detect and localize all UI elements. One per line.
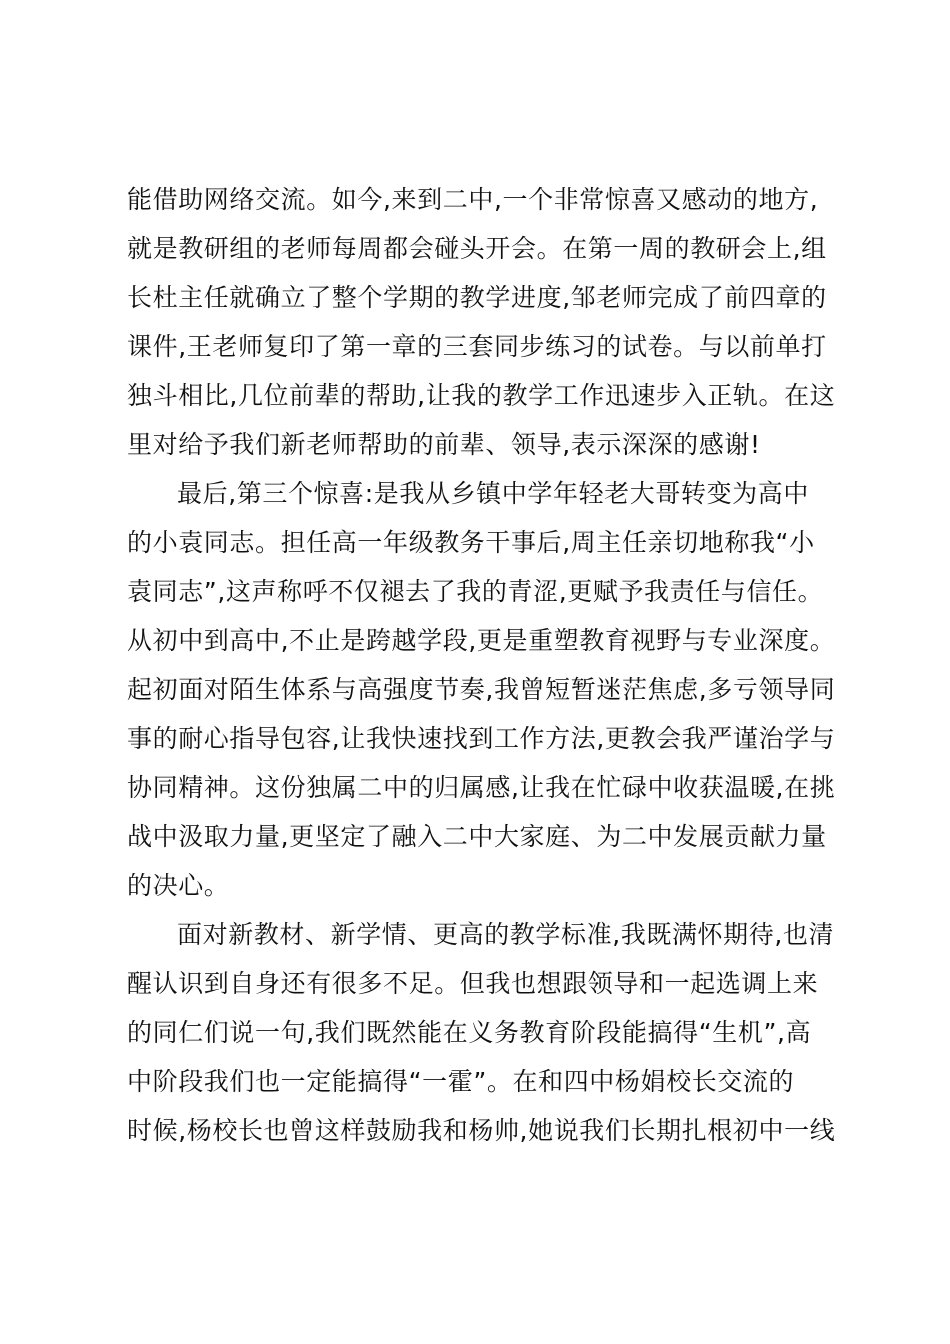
text-line: 里对给予我们新老师帮助的前辈、领导,表示深深的感谢!: [127, 430, 761, 459]
text-line: 独斗相比,几位前辈的帮助,让我的教学工作迅速步入正轨。在这: [127, 381, 836, 410]
text-line: 从初中到高中,不止是跨越学段,更是重塑教育视野与专业深度。: [127, 626, 836, 655]
text-line: 战中汲取力量,更坚定了融入二中大家庭、为二中发展贡献力量: [127, 822, 827, 851]
text-line: 醒认识到自身还有很多不足。但我也想跟领导和一起选调上来: [127, 969, 819, 998]
text-line: 长杜主任就确立了整个学期的教学进度,邹老师完成了前四章的: [127, 283, 827, 312]
text-line: 的决心。: [127, 871, 230, 900]
document-body: [127, 180, 835, 1160]
text-line: 时候,杨校长也曾这样鼓励我和杨帅,她说我们长期扎根初中一线: [127, 1116, 836, 1145]
text-line: 袁同志”,这声称呼不仅褪去了我的青涩,更赋予我责任与信任。: [127, 577, 824, 606]
text-line: 课件,王老师复印了第一章的三套同步练习的试卷。与以前单打: [127, 332, 827, 361]
paragraph-first-line: 最后,第三个惊喜:是我从乡镇中学年轻老大哥转变为高中: [177, 479, 809, 508]
text-line: 事的耐心指导包容,让我快速找到工作方法,更教会我严谨治学与: [127, 724, 836, 753]
text-line: 协同精神。这份独属二中的归属感,让我在忙碌中收获温暖,在挑: [127, 773, 836, 802]
text-line: 能借助网络交流。如今,来到二中,一个非常惊喜又感动的地方,: [127, 185, 819, 214]
text-line: 起初面对陌生体系与高强度节奏,我曾短暂迷茫焦虑,多亏领导同: [127, 675, 836, 704]
text-line: 中阶段我们也一定能搞得“一霍”。在和四中杨娟校长交流的: [127, 1067, 795, 1096]
text-line: 的小袁同志。担任高一年级教务干事后,周主任亲切地称我“小: [127, 528, 815, 557]
text-line: 就是教研组的老师每周都会碰头开会。在第一周的教研会上,组: [127, 234, 827, 263]
text-line: 的同仁们说一句,我们既然能在义务教育阶段能搞得“生机”,高: [127, 1018, 812, 1047]
paragraph-first-line: 面对新教材、新学情、更高的教学标准,我既满怀期待,也清: [177, 920, 835, 949]
